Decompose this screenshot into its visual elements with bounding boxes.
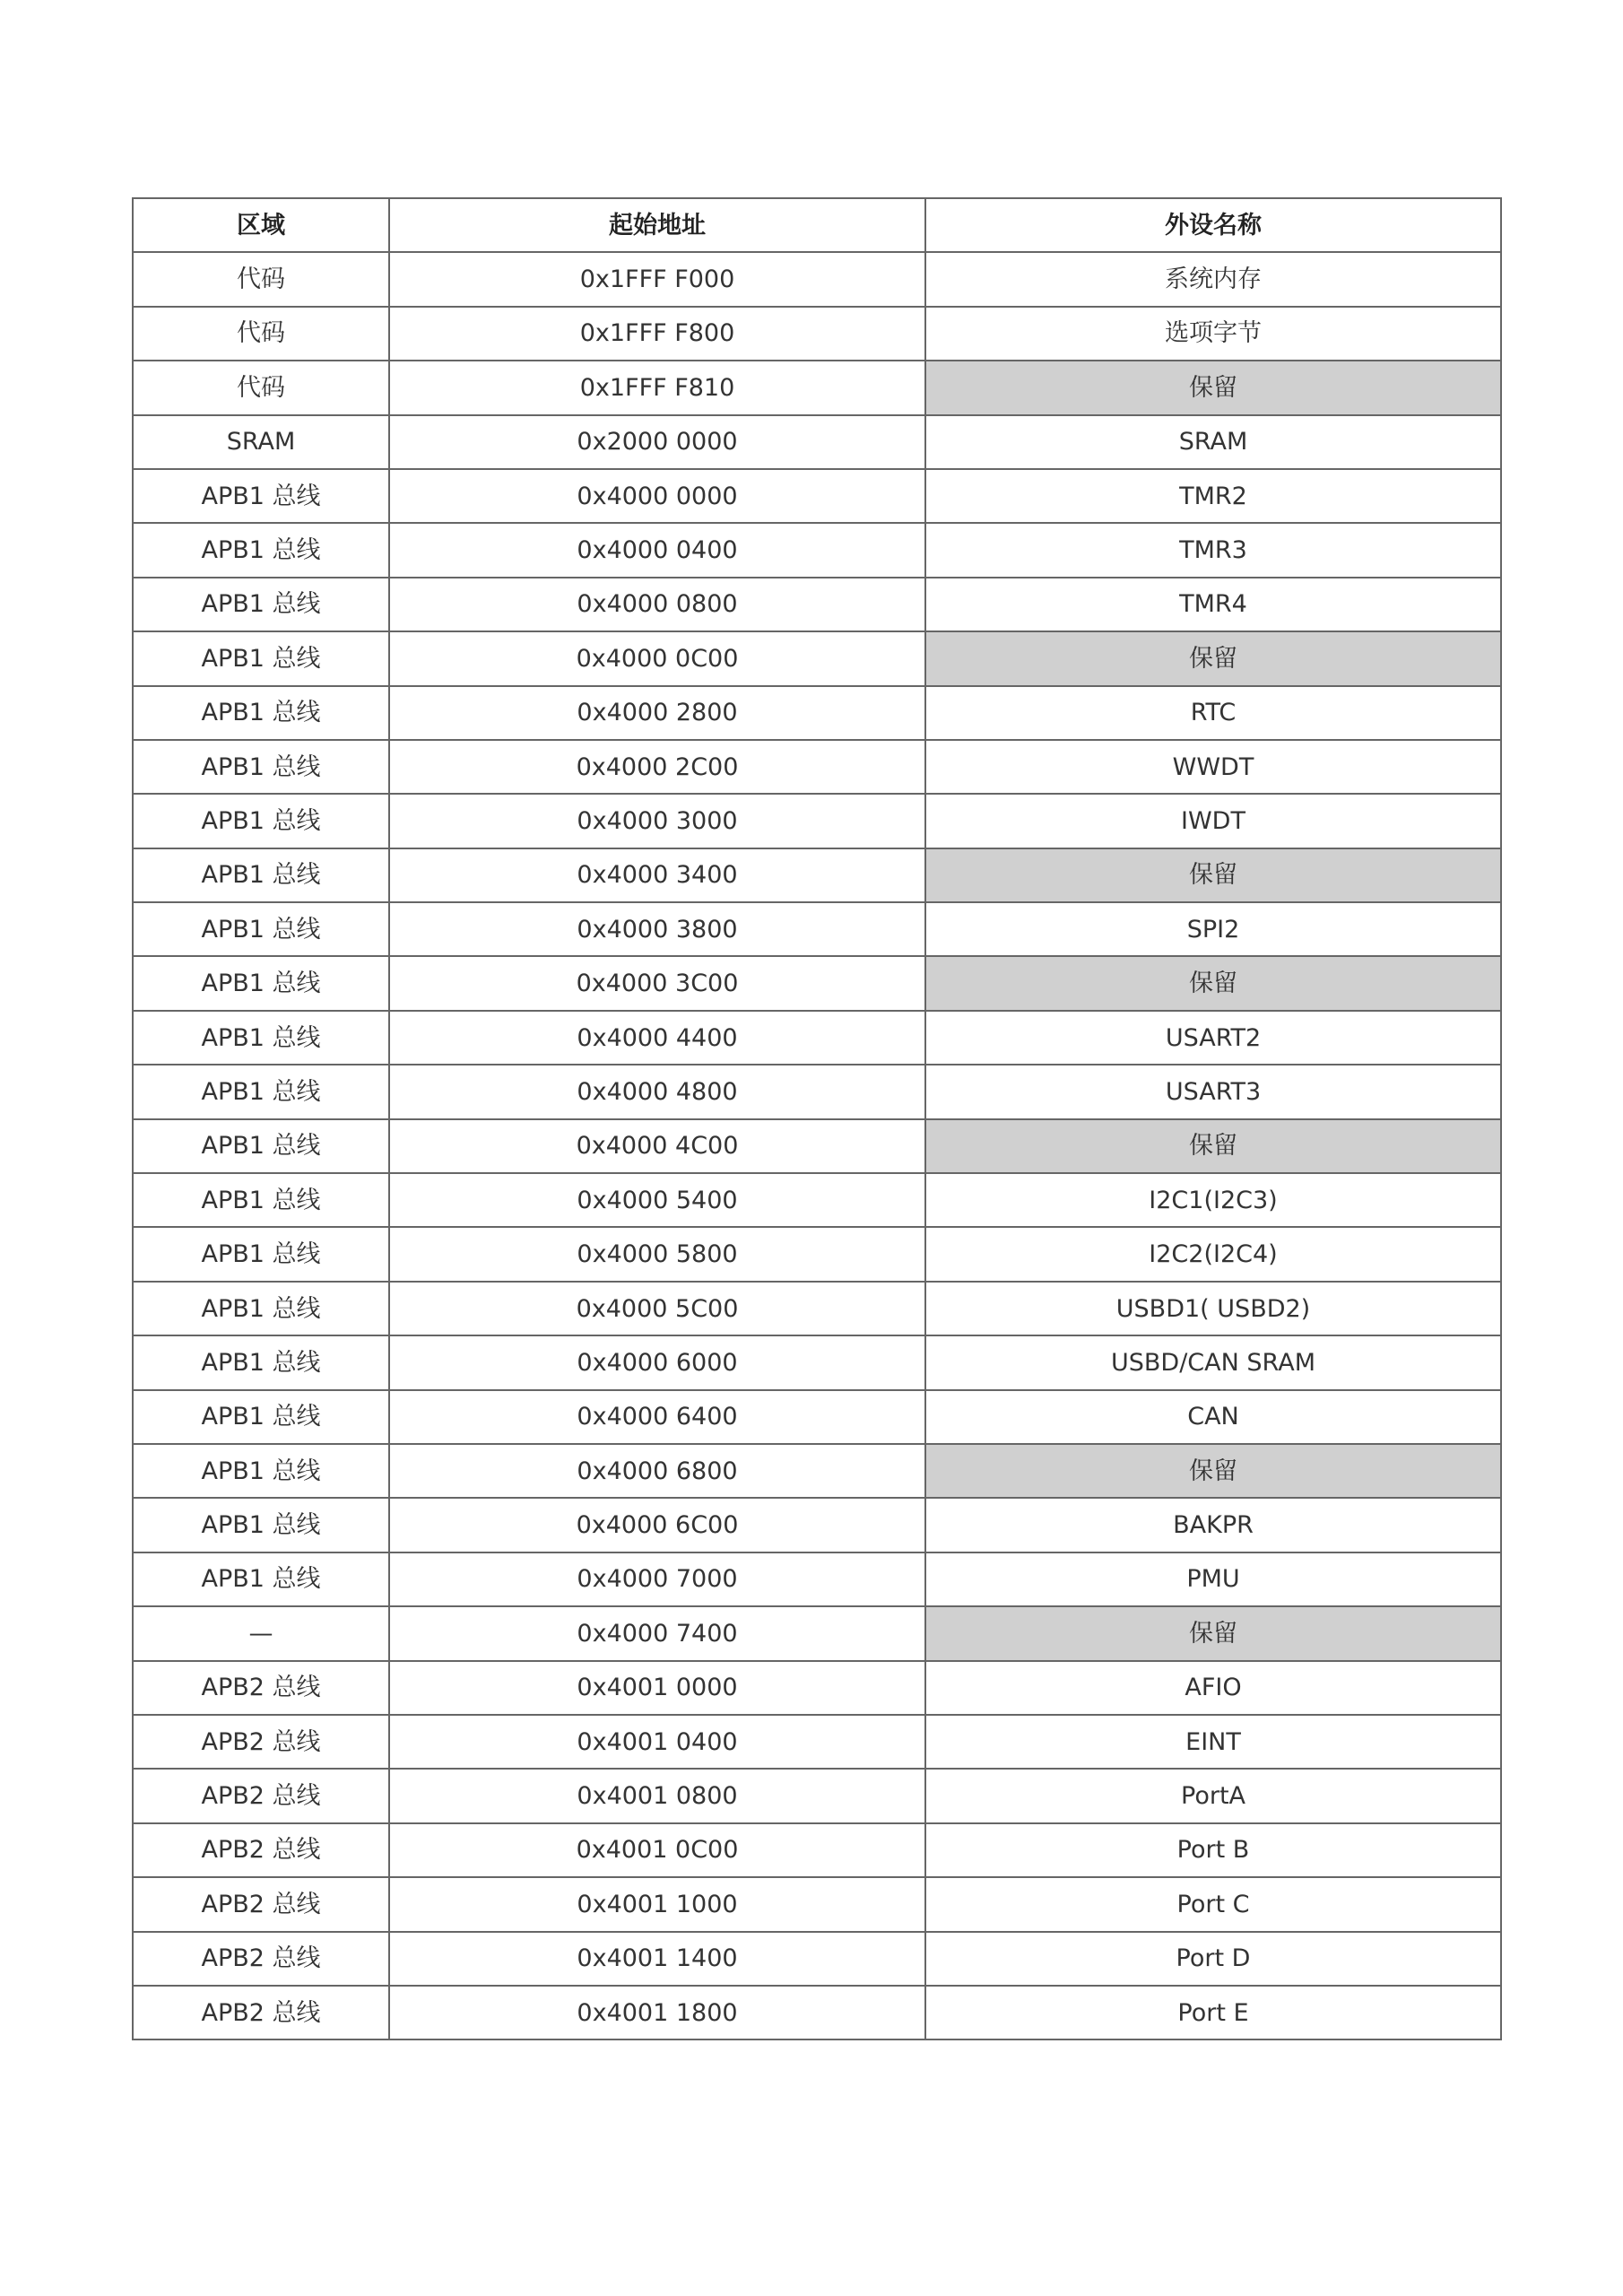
- peripheral-name-cell: WWDT: [925, 740, 1501, 794]
- header-peripheral-name: 外设名称: [925, 198, 1501, 252]
- peripheral-name-cell: USBD1( USBD2): [925, 1282, 1501, 1335]
- header-row: [133, 198, 1501, 252]
- region-cell: APB1 总线: [133, 1335, 389, 1389]
- region-cell: APB2 总线: [133, 1715, 389, 1769]
- region-cell: APB1 总线: [133, 1173, 389, 1227]
- peripheral-name-cell: USBD/CAN SRAM: [925, 1335, 1501, 1389]
- table-row: [133, 848, 1501, 902]
- peripheral-name-cell: 保留: [925, 361, 1501, 414]
- start-address-cell: 0x4001 0400: [389, 1715, 925, 1769]
- table-row: [133, 902, 1501, 956]
- peripheral-name-cell: TMR3: [925, 523, 1501, 577]
- table-row: [133, 1119, 1501, 1173]
- region-cell: APB1 总线: [133, 631, 389, 685]
- region-cell: APB1 总线: [133, 1498, 389, 1552]
- region-cell: APB1 总线: [133, 740, 389, 794]
- start-address-cell: 0x4000 3800: [389, 902, 925, 956]
- start-address-cell: 0x4001 1800: [389, 1986, 925, 2039]
- region-cell: APB1 总线: [133, 686, 389, 740]
- start-address-cell: 0x4000 6C00: [389, 1498, 925, 1552]
- peripheral-name-cell: RTC: [925, 686, 1501, 740]
- region-cell: APB1 总线: [133, 523, 389, 577]
- table-row: [133, 1986, 1501, 2039]
- peripheral-name-cell: EINT: [925, 1715, 1501, 1769]
- start-address-cell: 0x4001 1000: [389, 1877, 925, 1931]
- start-address-cell: 0x4000 6800: [389, 1444, 925, 1498]
- peripheral-name-cell: I2C2(I2C4): [925, 1227, 1501, 1281]
- table-row: [133, 523, 1501, 577]
- peripheral-name-cell: 保留: [925, 956, 1501, 1010]
- region-cell: APB1 总线: [133, 848, 389, 902]
- table-header: [133, 198, 1501, 252]
- peripheral-name-cell: BAKPR: [925, 1498, 1501, 1552]
- peripheral-name-cell: 保留: [925, 1119, 1501, 1173]
- region-cell: APB2 总线: [133, 1877, 389, 1931]
- table-row: [133, 252, 1501, 306]
- peripheral-name-cell: Port D: [925, 1932, 1501, 1986]
- region-cell: —: [133, 1606, 389, 1660]
- start-address-cell: 0x4000 3C00: [389, 956, 925, 1010]
- table-row: [133, 1011, 1501, 1065]
- memory-map-table: [132, 197, 1502, 2040]
- region-cell: APB1 总线: [133, 1227, 389, 1281]
- table-row: [133, 1173, 1501, 1227]
- peripheral-name-cell: PortA: [925, 1769, 1501, 1822]
- region-cell: APB2 总线: [133, 1661, 389, 1715]
- peripheral-name-cell: TMR2: [925, 469, 1501, 523]
- peripheral-name-cell: SPI2: [925, 902, 1501, 956]
- table-row: [133, 794, 1501, 848]
- table-row: [133, 1661, 1501, 1715]
- region-cell: APB2 总线: [133, 1823, 389, 1877]
- region-cell: APB1 总线: [133, 1065, 389, 1118]
- start-address-cell: 0x4000 2800: [389, 686, 925, 740]
- peripheral-name-cell: USART3: [925, 1065, 1501, 1118]
- table-row: [133, 415, 1501, 469]
- start-address-cell: 0x4000 4800: [389, 1065, 925, 1118]
- start-address-cell: 0x4001 0800: [389, 1769, 925, 1822]
- peripheral-name-cell: IWDT: [925, 794, 1501, 848]
- peripheral-name-cell: I2C1(I2C3): [925, 1173, 1501, 1227]
- table-row: [133, 1227, 1501, 1281]
- start-address-cell: 0x1FFF F810: [389, 361, 925, 414]
- start-address-cell: 0x4000 5400: [389, 1173, 925, 1227]
- peripheral-name-cell: CAN: [925, 1390, 1501, 1444]
- start-address-cell: 0x4000 7000: [389, 1552, 925, 1606]
- region-cell: APB2 总线: [133, 1986, 389, 2039]
- start-address-cell: 0x2000 0000: [389, 415, 925, 469]
- start-address-cell: 0x4000 3400: [389, 848, 925, 902]
- header-region: 区域: [133, 198, 389, 252]
- table-row: [133, 740, 1501, 794]
- table-row: [133, 1823, 1501, 1877]
- peripheral-name-cell: USART2: [925, 1011, 1501, 1065]
- region-cell: APB1 总线: [133, 1390, 389, 1444]
- peripheral-name-cell: TMR4: [925, 578, 1501, 631]
- region-cell: APB1 总线: [133, 1119, 389, 1173]
- peripheral-name-cell: Port B: [925, 1823, 1501, 1877]
- table-row: [133, 1390, 1501, 1444]
- peripheral-name-cell: 保留: [925, 631, 1501, 685]
- region-cell: APB1 总线: [133, 578, 389, 631]
- table-row: [133, 1498, 1501, 1552]
- table-row: [133, 578, 1501, 631]
- start-address-cell: 0x4000 2C00: [389, 740, 925, 794]
- start-address-cell: 0x4000 4C00: [389, 1119, 925, 1173]
- start-address-cell: 0x4000 0000: [389, 469, 925, 523]
- peripheral-name-cell: 系统内存: [925, 252, 1501, 306]
- peripheral-name-cell: SRAM: [925, 415, 1501, 469]
- region-cell: APB1 总线: [133, 1552, 389, 1606]
- table-body: [133, 252, 1501, 2039]
- region-cell: 代码: [133, 252, 389, 306]
- peripheral-name-cell: PMU: [925, 1552, 1501, 1606]
- start-address-cell: 0x4000 3000: [389, 794, 925, 848]
- table-row: [133, 361, 1501, 414]
- region-cell: APB2 总线: [133, 1769, 389, 1822]
- table-row: [133, 469, 1501, 523]
- peripheral-name-cell: 保留: [925, 848, 1501, 902]
- table-row: [133, 1769, 1501, 1822]
- table-row: [133, 307, 1501, 361]
- region-cell: APB1 总线: [133, 956, 389, 1010]
- peripheral-name-cell: AFIO: [925, 1661, 1501, 1715]
- start-address-cell: 0x4001 0000: [389, 1661, 925, 1715]
- start-address-cell: 0x4001 1400: [389, 1932, 925, 1986]
- table-row: [133, 1282, 1501, 1335]
- start-address-cell: 0x4000 5C00: [389, 1282, 925, 1335]
- start-address-cell: 0x4000 0C00: [389, 631, 925, 685]
- start-address-cell: 0x4000 7400: [389, 1606, 925, 1660]
- table-row: [133, 1932, 1501, 1986]
- start-address-cell: 0x4000 0800: [389, 578, 925, 631]
- region-cell: APB1 总线: [133, 469, 389, 523]
- peripheral-name-cell: Port E: [925, 1986, 1501, 2039]
- table-row: [133, 686, 1501, 740]
- header-start-address: 起始地址: [389, 198, 925, 252]
- start-address-cell: 0x1FFF F800: [389, 307, 925, 361]
- table-row: [133, 631, 1501, 685]
- table-row: [133, 1877, 1501, 1931]
- start-address-cell: 0x4000 4400: [389, 1011, 925, 1065]
- region-cell: SRAM: [133, 415, 389, 469]
- peripheral-name-cell: Port C: [925, 1877, 1501, 1931]
- region-cell: APB1 总线: [133, 794, 389, 848]
- table-row: [133, 1335, 1501, 1389]
- start-address-cell: 0x4001 0C00: [389, 1823, 925, 1877]
- region-cell: 代码: [133, 361, 389, 414]
- region-cell: APB1 总线: [133, 1444, 389, 1498]
- region-cell: APB1 总线: [133, 902, 389, 956]
- start-address-cell: 0x4000 6400: [389, 1390, 925, 1444]
- start-address-cell: 0x4000 6000: [389, 1335, 925, 1389]
- region-cell: 代码: [133, 307, 389, 361]
- peripheral-name-cell: 保留: [925, 1444, 1501, 1498]
- table-row: [133, 956, 1501, 1010]
- region-cell: APB1 总线: [133, 1011, 389, 1065]
- start-address-cell: 0x1FFF F000: [389, 252, 925, 306]
- peripheral-name-cell: 选项字节: [925, 307, 1501, 361]
- start-address-cell: 0x4000 5800: [389, 1227, 925, 1281]
- start-address-cell: 0x4000 0400: [389, 523, 925, 577]
- table-row: [133, 1715, 1501, 1769]
- table-row: [133, 1606, 1501, 1660]
- region-cell: APB1 总线: [133, 1282, 389, 1335]
- peripheral-name-cell: 保留: [925, 1606, 1501, 1660]
- table-row: [133, 1444, 1501, 1498]
- region-cell: APB2 总线: [133, 1932, 389, 1986]
- table-row: [133, 1552, 1501, 1606]
- table-row: [133, 1065, 1501, 1118]
